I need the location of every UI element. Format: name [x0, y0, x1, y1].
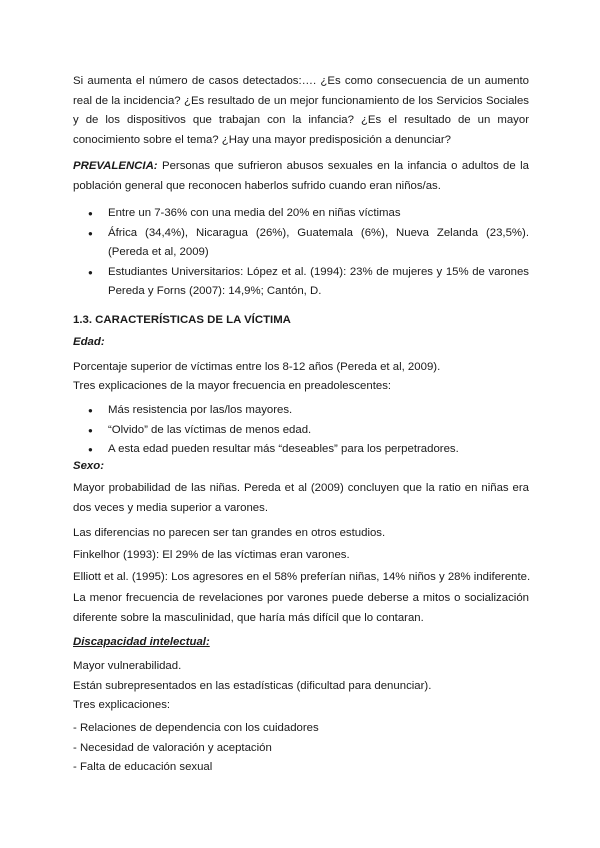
discapacidad-item: - Necesidad de valoración y aceptación: [73, 742, 272, 754]
discapacidad-line-1: Mayor vulnerabilidad.: [73, 660, 182, 672]
sexo-paragraph-1: Mayor probabilidad de las niñas. Pereda et al (2009) concluyen que la ratio en niñas era dos veces y media superior a varones.: [73, 482, 529, 514]
sexo-paragraph-5: La menor frecuencia de revelaciones por varones puede deberse a mitos o socialización diferente sobre la masculinidad, que haría más difícil que lo contaran.: [73, 592, 529, 624]
list-item: ● A esta edad pueden resultar más “deseables” para los perpetradores.: [73, 440, 529, 460]
list-item: ● África (34,4%), Nicaragua (26%), Guatemala (6%), Nueva Zelanda (23,5%). (Pereda et al, 2009): [73, 224, 529, 263]
edad-subheading: Edad:: [73, 336, 105, 348]
edad-line-2: Tres explicaciones de la mayor frecuencia en preadolescentes:: [73, 380, 392, 392]
discapacidad-line-3: Tres explicaciones:: [73, 699, 171, 711]
edad-bullet-list: [73, 401, 529, 460]
discapacidad-subheading: Discapacidad intelectual:: [73, 636, 210, 648]
list-item: ● Estudiantes Universitarios: López et al. (1994): 23% de mujeres y 15% de varones Pereda y Forns (2007): 14,9%; Cantón, D.: [73, 263, 529, 302]
list-item: ● Entre un 7-36% con una media del 20% en niñas víctimas: [73, 204, 529, 224]
sexo-paragraph-4: Elliott et al. (1995): Los agresores en el 58% preferían niñas, 14% niños y 28% indiferente.: [73, 571, 531, 583]
discapacidad-line-2: Están subrepresentados en las estadísticas (dificultad para denunciar).: [73, 680, 432, 692]
list-item: ● “Olvido” de las víctimas de menos edad.: [73, 421, 529, 441]
sexo-paragraph-2: Las diferencias no parecen ser tan grandes en otros estudios.: [73, 527, 386, 539]
edad-line-1: Porcentaje superior de víctimas entre los 8-12 años (Pereda et al, 2009).: [73, 361, 441, 373]
discapacidad-item: - Falta de educación sexual: [73, 761, 213, 773]
prevalencia-text: Personas que sufrieron abusos sexuales en la infancia o adultos de la población general que reconocen haberlos sufrido cuando eran niños/as.: [73, 160, 529, 192]
prevalencia-paragraph: [73, 157, 529, 196]
prevalencia-bullet-list: [73, 204, 529, 302]
discapacidad-item: - Relaciones de dependencia con los cuidadores: [73, 722, 319, 734]
sexo-subheading: Sexo:: [73, 460, 105, 472]
section-title: 1.3. CARACTERÍSTICAS DE LA VÍCTIMA: [73, 314, 291, 326]
intro-questions-paragraph: Si aumenta el número de casos detectados:…. ¿Es como consecuencia de un aumento real de la incidencia? ¿Es resultado de un mejor funcionamiento de los Servicios Sociales y de los dispositivos que trabajan con la infancia? ¿Es el resultado de un mayor conocimiento sobre el tema? ¿Hay una mayor predisposición a denunciar?: [73, 75, 529, 146]
prevalencia-label: PREVALENCIA:: [73, 160, 158, 172]
sexo-paragraph-3: Finkelhor (1993): El 29% de las víctimas eran varones.: [73, 549, 350, 561]
list-item: ● Más resistencia por las/los mayores.: [73, 401, 529, 421]
